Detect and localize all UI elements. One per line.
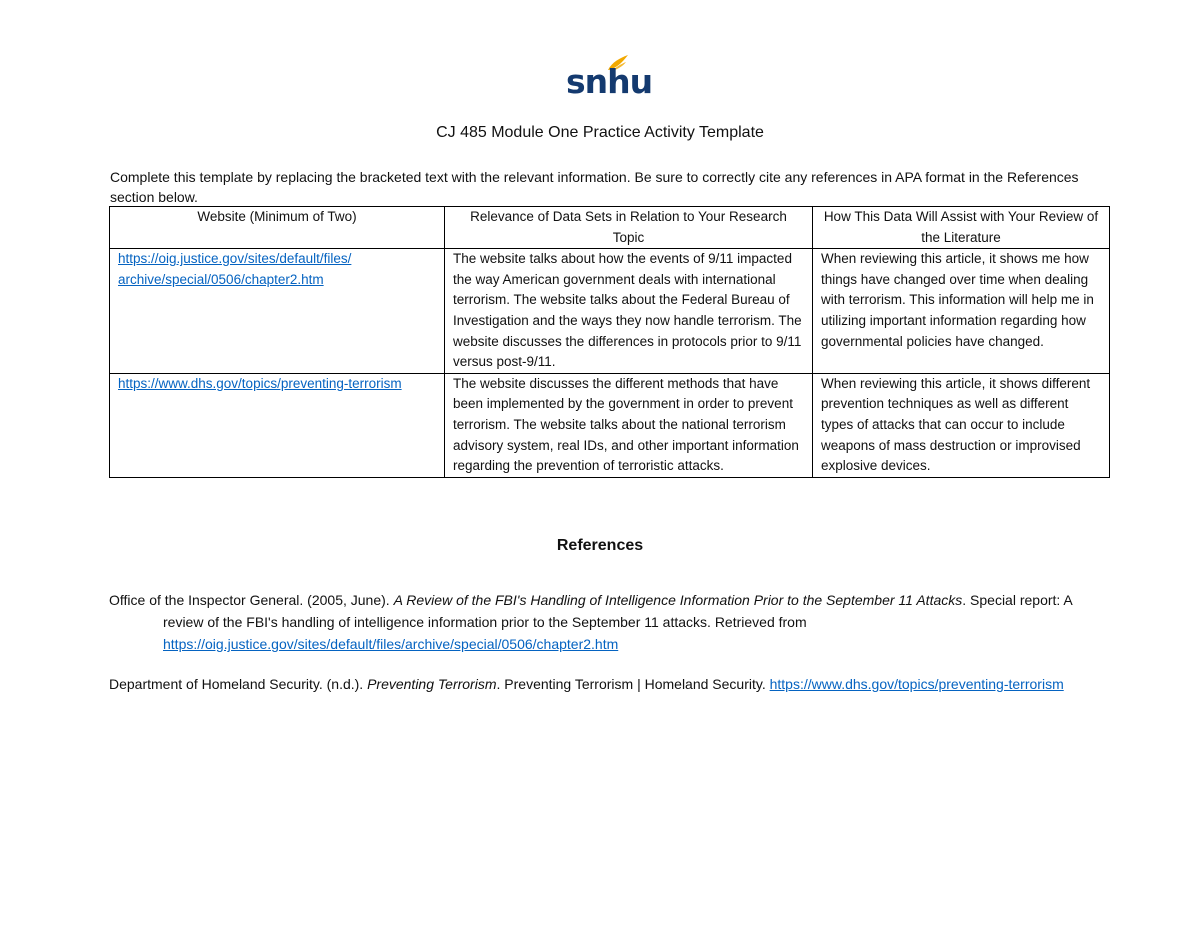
websites-table	[109, 206, 1110, 478]
page-title: CJ 485 Module One Practice Activity Template	[436, 124, 764, 141]
reference-rest: . Preventing Terrorism | Homeland Security.	[496, 676, 770, 692]
reference-lead: Office of the Inspector General. (2005, June).	[109, 592, 394, 608]
relevance-cell: The website talks about how the events of 9/11 impacted the way American government deals with international terrorism. The website talks about the Federal Bureau of Investigation and the ways they now handle terrorism. The website discusses the differences in protocols prior to 9/11 versus post-9/11.	[445, 249, 813, 374]
header-assist: How This Data Will Assist with Your Review of the Literature	[813, 207, 1110, 249]
references-heading: References	[556, 537, 644, 554]
reference-entry	[109, 589, 1109, 655]
website-link[interactable]: https://oig.justice.gov/sites/default/files/ archive/special/0506/chapter2.htm	[118, 251, 352, 287]
logo-text: snhu	[566, 62, 653, 101]
reference-link[interactable]: https://www.dhs.gov/topics/preventing-terrorism	[769, 676, 1064, 692]
header-website: Website (Minimum of Two)	[110, 207, 445, 249]
website-link[interactable]: https://www.dhs.gov/topics/preventing-terrorism	[118, 375, 402, 391]
instructions-text: Complete this template by replacing the bracketed text with the relevant information. Be sure to correctly cite any references in APA format in the References section below.	[110, 169, 1079, 205]
reference-lead: Department of Homeland Security. (n.d.).	[109, 676, 368, 692]
website-cell	[110, 249, 445, 374]
reference-title: A Review of the FBI's Handling of Intelligence Information Prior to the September 11 Attacks	[393, 592, 963, 608]
website-cell	[110, 373, 445, 477]
snhu-logo	[560, 54, 653, 104]
table-header-row	[110, 207, 1110, 249]
assist-cell: When reviewing this article, it shows different prevention techniques as well as different types of attacks that can occur to include weapons of mass destruction or improvised explosive devices.	[813, 373, 1110, 477]
header-relevance: Relevance of Data Sets in Relation to Your Research Topic	[445, 207, 813, 249]
reference-title: Preventing Terrorism	[367, 676, 497, 692]
relevance-cell: The website discusses the different methods that have been implemented by the government in order to prevent terrorism. The website talks about the national terrorism advisory system, real IDs, and other important information regarding the prevention of terroristic attacks.	[445, 373, 813, 477]
table-row	[110, 373, 1110, 477]
table-row	[110, 249, 1110, 374]
assist-cell: When reviewing this article, it shows me how things have changed over time when dealing with terrorism. This information will help me in utilizing important information regarding how governmental policies have changed.	[813, 249, 1110, 374]
reference-entry	[109, 673, 1109, 695]
reference-link[interactable]: https://oig.justice.gov/sites/default/files/archive/special/0506/chapter2.htm	[163, 636, 619, 652]
reference-rest: . Special report: A review of the FBI's handling of intelligence information prior to the September 11 attacks. Retrieved from	[163, 592, 1072, 630]
